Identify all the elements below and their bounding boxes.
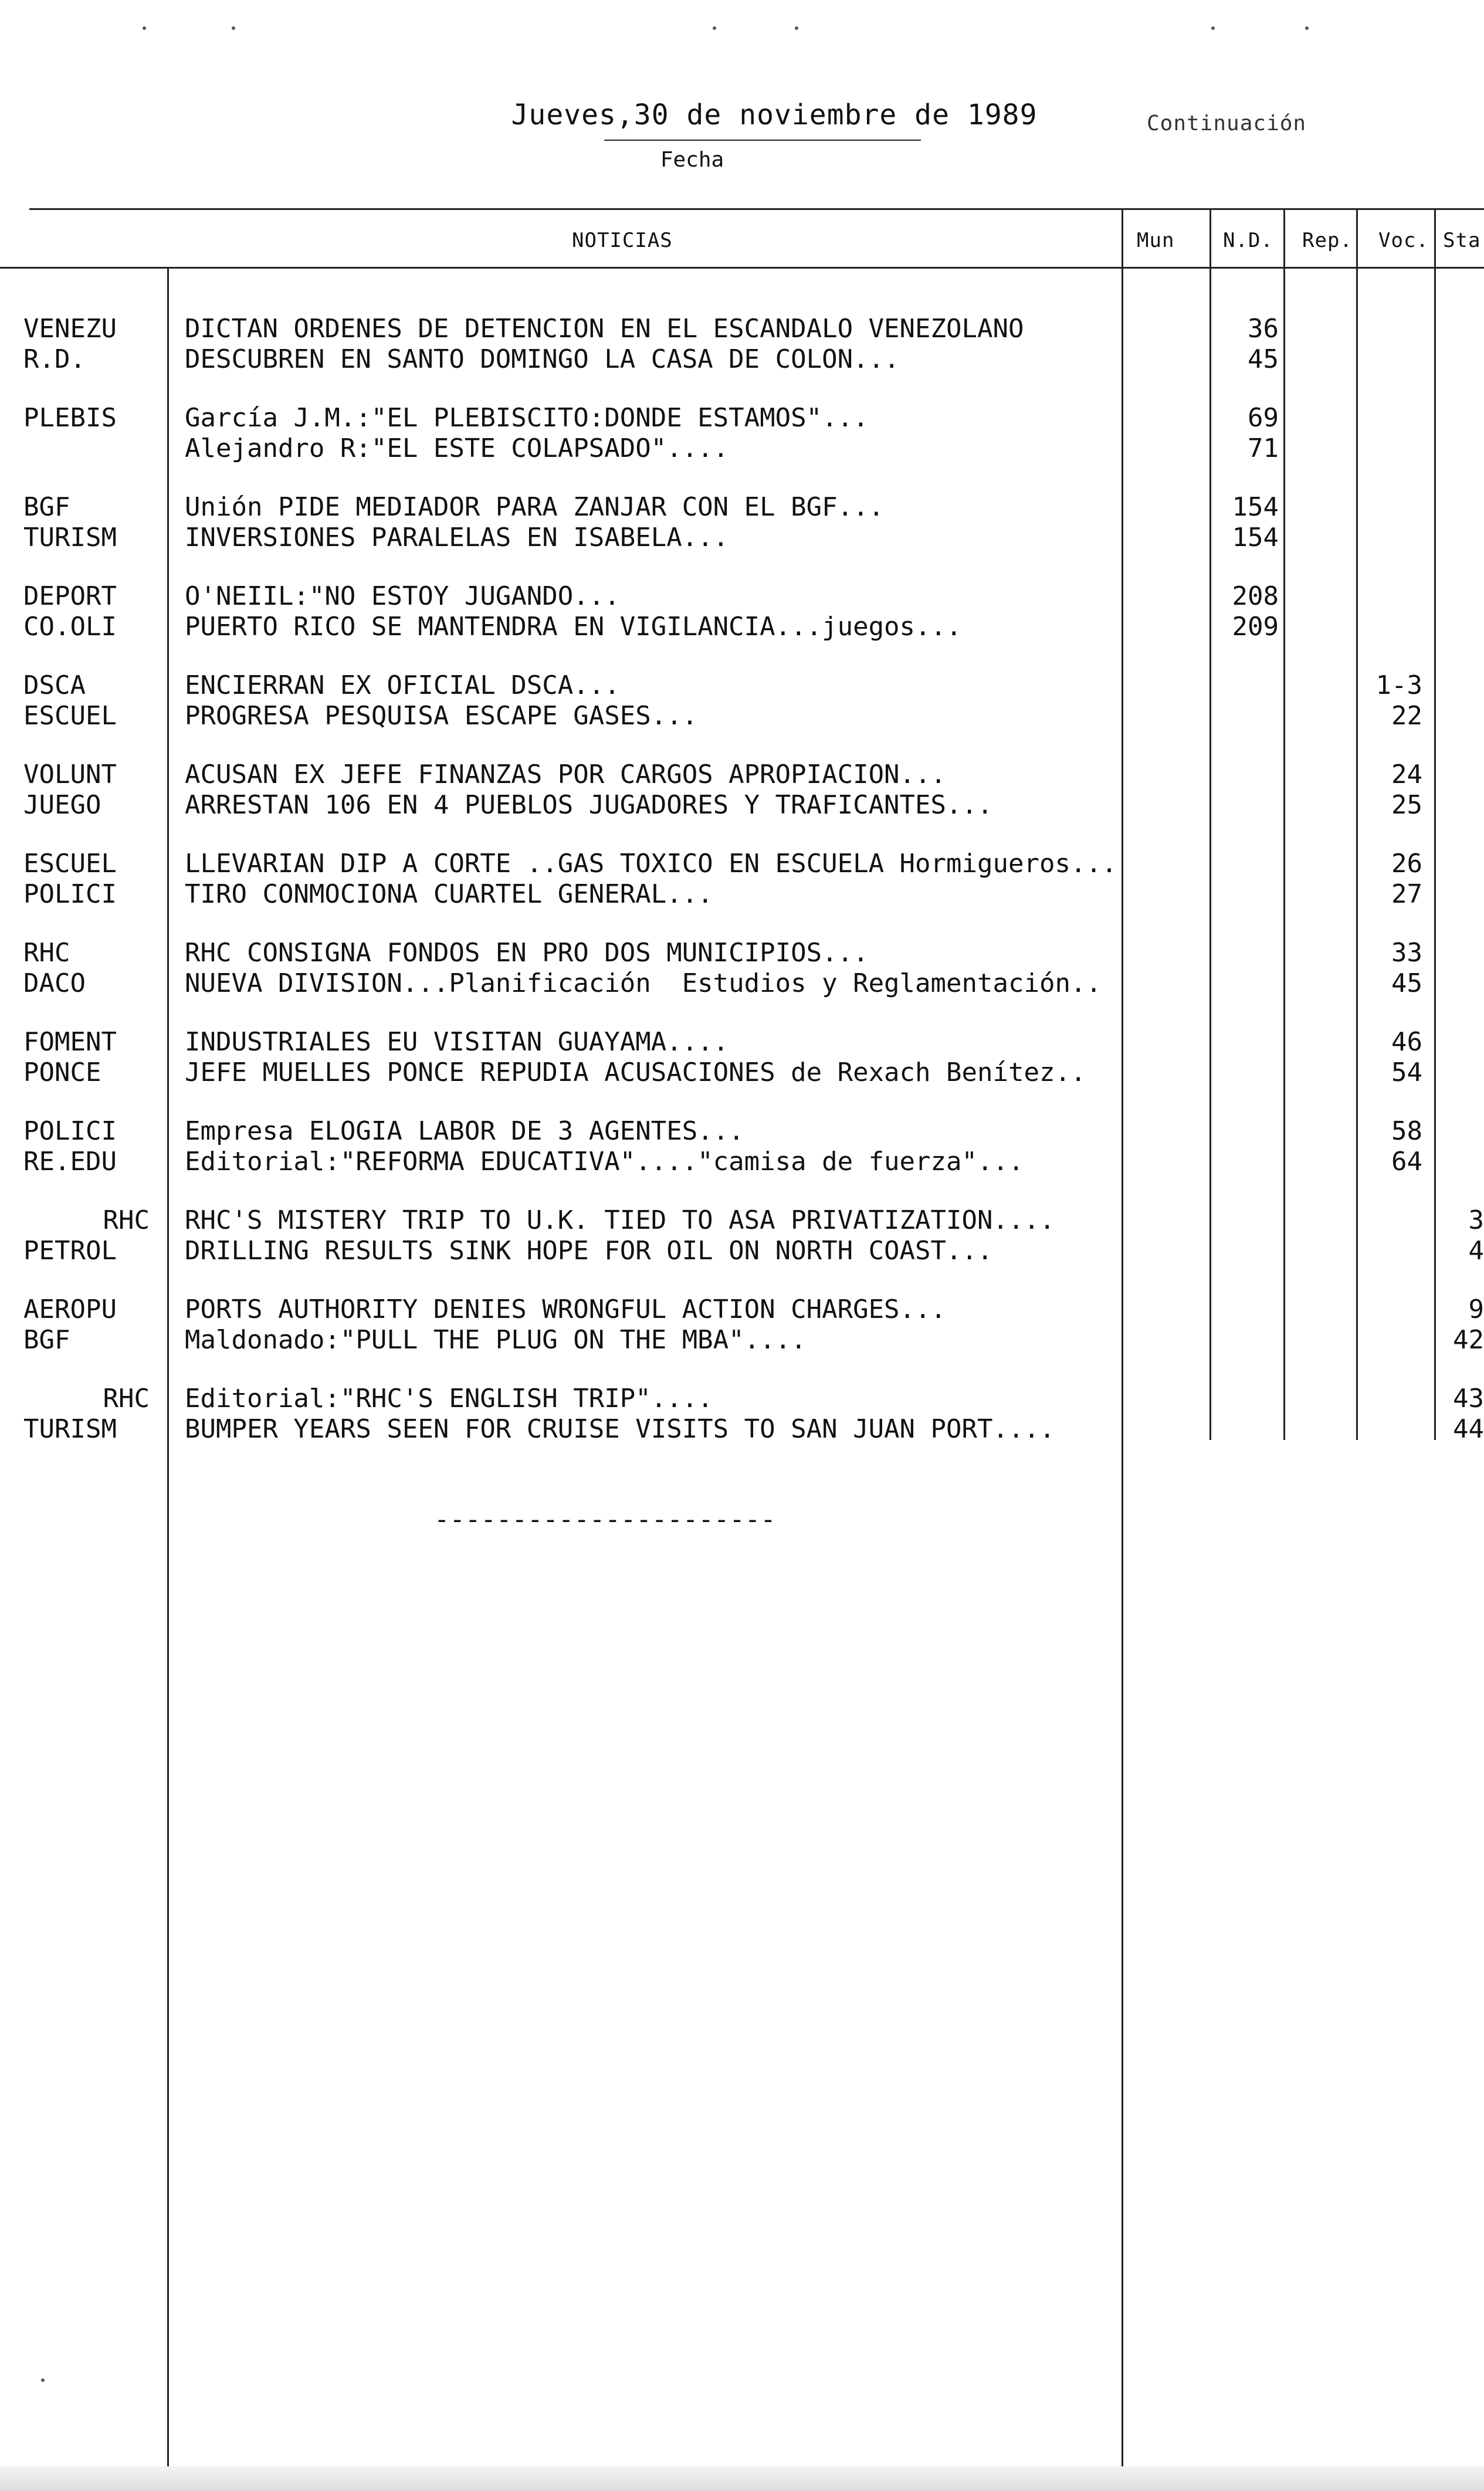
headline: Unión PIDE MEDIADOR PARA ZANJAR CON EL BGF... xyxy=(185,492,885,522)
news-row xyxy=(0,790,1484,825)
headline: ACUSAN EX JEFE FINANZAS POR CARGOS APROPIACION... xyxy=(185,760,947,789)
headline: RHC'S MISTERY TRIP TO U.K. TIED TO ASA PRIVATIZATION.... xyxy=(185,1205,1055,1235)
headline: Editorial:"REFORMA EDUCATIVA"...."camisa de fuerza"... xyxy=(185,1147,1024,1177)
headline: RHC CONSIGNA FONDOS EN PRO DOS MUNICIPIOS... xyxy=(185,938,869,968)
news-row xyxy=(0,1116,1484,1151)
news-row xyxy=(0,314,1484,349)
news-row xyxy=(0,938,1484,973)
section-code: PLEBIS xyxy=(23,403,117,433)
headline: LLEVARIAN DIP A CORTE ..GAS TOXICO EN ESCUELA Hormigueros... xyxy=(185,849,1117,879)
sta-page: 44 xyxy=(1453,1414,1484,1444)
section-code: JUEGO xyxy=(23,790,101,820)
sta-page: 4 xyxy=(1468,1236,1484,1266)
news-row xyxy=(0,403,1484,438)
headline: ENCIERRAN EX OFICIAL DSCA... xyxy=(185,670,620,700)
nd-page: 208 xyxy=(1232,581,1279,611)
column-header-nd: N.D. xyxy=(1223,229,1273,252)
section-code: RHC xyxy=(23,938,70,968)
headline: Editorial:"RHC'S ENGLISH TRIP".... xyxy=(185,1384,713,1414)
headline: Maldonado:"PULL THE PLUG ON THE MBA".... xyxy=(185,1325,807,1355)
column-header-sta: Sta xyxy=(1443,229,1481,252)
table-header-rule xyxy=(0,267,1484,269)
section-code: CO.OLI xyxy=(23,612,117,642)
scan-speck xyxy=(713,26,716,30)
section-code: DSCA xyxy=(23,670,86,700)
news-row xyxy=(0,1236,1484,1271)
scan-speck xyxy=(143,26,146,30)
column-header-mun: Mun xyxy=(1137,229,1175,252)
sta-page: 42 xyxy=(1453,1325,1484,1355)
news-row xyxy=(0,701,1484,736)
news-row xyxy=(0,1414,1484,1449)
news-row xyxy=(0,968,1484,1004)
headline: PROGRESA PESQUISA ESCAPE GASES... xyxy=(185,701,698,731)
voc-page: 25 xyxy=(1391,790,1422,820)
scan-bottom-edge xyxy=(0,2466,1484,2491)
headline: ARRESTAN 106 EN 4 PUEBLOS JUGADORES Y TRAFICANTES... xyxy=(185,790,993,820)
voc-page: 46 xyxy=(1391,1027,1422,1057)
section-code: TURISM xyxy=(23,1414,117,1444)
headline: Alejandro R:"EL ESTE COLAPSADO".... xyxy=(185,433,729,463)
headline: DRILLING RESULTS SINK HOPE FOR OIL ON NORTH COAST... xyxy=(185,1236,993,1266)
scan-speck xyxy=(1305,26,1309,30)
section-code: DACO xyxy=(23,968,86,998)
section-code: FOMENT xyxy=(23,1027,117,1057)
nd-page: 69 xyxy=(1248,403,1279,433)
fecha-label: Fecha xyxy=(660,148,724,172)
voc-page: 27 xyxy=(1391,879,1422,909)
headline: DESCUBREN EN SANTO DOMINGO LA CASA DE COLON... xyxy=(185,344,900,374)
headline: DICTAN ORDENES DE DETENCION EN EL ESCANDALO VENEZOLANO xyxy=(185,314,1024,344)
nd-page: 45 xyxy=(1248,344,1279,374)
headline: PUERTO RICO SE MANTENDRA EN VIGILANCIA...juegos... xyxy=(185,612,962,642)
section-code: BGF xyxy=(23,492,70,522)
section-code: TURISM xyxy=(23,523,117,553)
headline: O'NEIIL:"NO ESTOY JUGANDO... xyxy=(185,581,620,611)
news-row xyxy=(0,1294,1484,1330)
news-row xyxy=(0,1147,1484,1182)
section-code: ESCUEL xyxy=(23,701,117,731)
voc-page: 22 xyxy=(1391,701,1422,731)
news-row xyxy=(0,433,1484,469)
news-row xyxy=(0,760,1484,795)
nd-page: 154 xyxy=(1232,492,1279,522)
headline: JEFE MUELLES PONCE REPUDIA ACUSACIONES de Rexach Benítez.. xyxy=(185,1058,1086,1087)
voc-page: 24 xyxy=(1391,760,1422,789)
news-row xyxy=(0,1325,1484,1360)
news-row xyxy=(0,344,1484,379)
section-code: RHC xyxy=(103,1384,150,1414)
continuation-label: Continuación xyxy=(1147,111,1307,135)
voc-page: 33 xyxy=(1391,938,1422,968)
news-row xyxy=(0,849,1484,884)
headline: INDUSTRIALES EU VISITAN GUAYAMA.... xyxy=(185,1027,729,1057)
scan-speck xyxy=(1211,26,1215,30)
news-row xyxy=(0,1058,1484,1093)
sta-page: 3 xyxy=(1468,1205,1484,1235)
voc-page: 26 xyxy=(1391,849,1422,879)
voc-page: 45 xyxy=(1391,968,1422,998)
section-code: RHC xyxy=(103,1205,150,1235)
section-code: PONCE xyxy=(23,1058,101,1087)
news-row xyxy=(0,1027,1484,1062)
headline: García J.M.:"EL PLEBISCITO:DONDE ESTAMOS"... xyxy=(185,403,869,433)
nd-page: 71 xyxy=(1248,433,1279,463)
voc-page: 1-3 xyxy=(1375,670,1422,700)
headline: PORTS AUTHORITY DENIES WRONGFUL ACTION CHARGES... xyxy=(185,1294,947,1324)
nd-page: 36 xyxy=(1248,314,1279,344)
voc-page: 58 xyxy=(1391,1116,1422,1146)
section-code: POLICI xyxy=(23,1116,117,1146)
news-row xyxy=(0,1384,1484,1419)
section-code: R.D. xyxy=(23,344,86,374)
sta-page: 43 xyxy=(1453,1384,1484,1414)
section-code: VENEZU xyxy=(23,314,117,344)
news-row xyxy=(0,670,1484,706)
nd-page: 209 xyxy=(1232,612,1279,642)
headline: BUMPER YEARS SEEN FOR CRUISE VISITS TO SAN JUAN PORT.... xyxy=(185,1414,1055,1444)
news-row xyxy=(0,1205,1484,1241)
headline: Empresa ELOGIA LABOR DE 3 AGENTES... xyxy=(185,1116,744,1146)
section-code: AEROPU xyxy=(23,1294,117,1324)
section-code: RE.EDU xyxy=(23,1147,117,1177)
date-underline xyxy=(604,140,921,141)
scan-speck xyxy=(232,26,235,30)
nd-page: 154 xyxy=(1232,523,1279,553)
column-header-rep: Rep. xyxy=(1302,229,1353,252)
section-code: DEPORT xyxy=(23,581,117,611)
column-header-voc: Voc. xyxy=(1378,229,1429,252)
sta-page: 9 xyxy=(1468,1294,1484,1324)
section-code: ESCUEL xyxy=(23,849,117,879)
headline: NUEVA DIVISION...Planificación Estudios y Reglamentación.. xyxy=(185,968,1102,998)
headline: TIRO CONMOCIONA CUARTEL GENERAL... xyxy=(185,879,713,909)
headline: INVERSIONES PARALELAS EN ISABELA... xyxy=(185,523,729,553)
news-row xyxy=(0,523,1484,558)
section-code: POLICI xyxy=(23,879,117,909)
scan-speck xyxy=(795,26,798,30)
scan-speck xyxy=(41,2378,45,2382)
column-header-noticias: NOTICIAS xyxy=(572,229,673,252)
voc-page: 64 xyxy=(1391,1147,1422,1177)
news-row xyxy=(0,612,1484,647)
news-row xyxy=(0,581,1484,616)
closing-dashed-rule: ---------------------- xyxy=(434,1504,776,1534)
voc-page: 54 xyxy=(1391,1058,1422,1087)
table-top-rule xyxy=(29,208,1484,210)
section-code: BGF xyxy=(23,1325,70,1355)
report-date: Jueves,30 de noviembre de 1989 xyxy=(511,99,1038,131)
news-row xyxy=(0,492,1484,527)
section-code: PETROL xyxy=(23,1236,117,1266)
news-row xyxy=(0,879,1484,914)
section-code: VOLUNT xyxy=(23,760,117,789)
